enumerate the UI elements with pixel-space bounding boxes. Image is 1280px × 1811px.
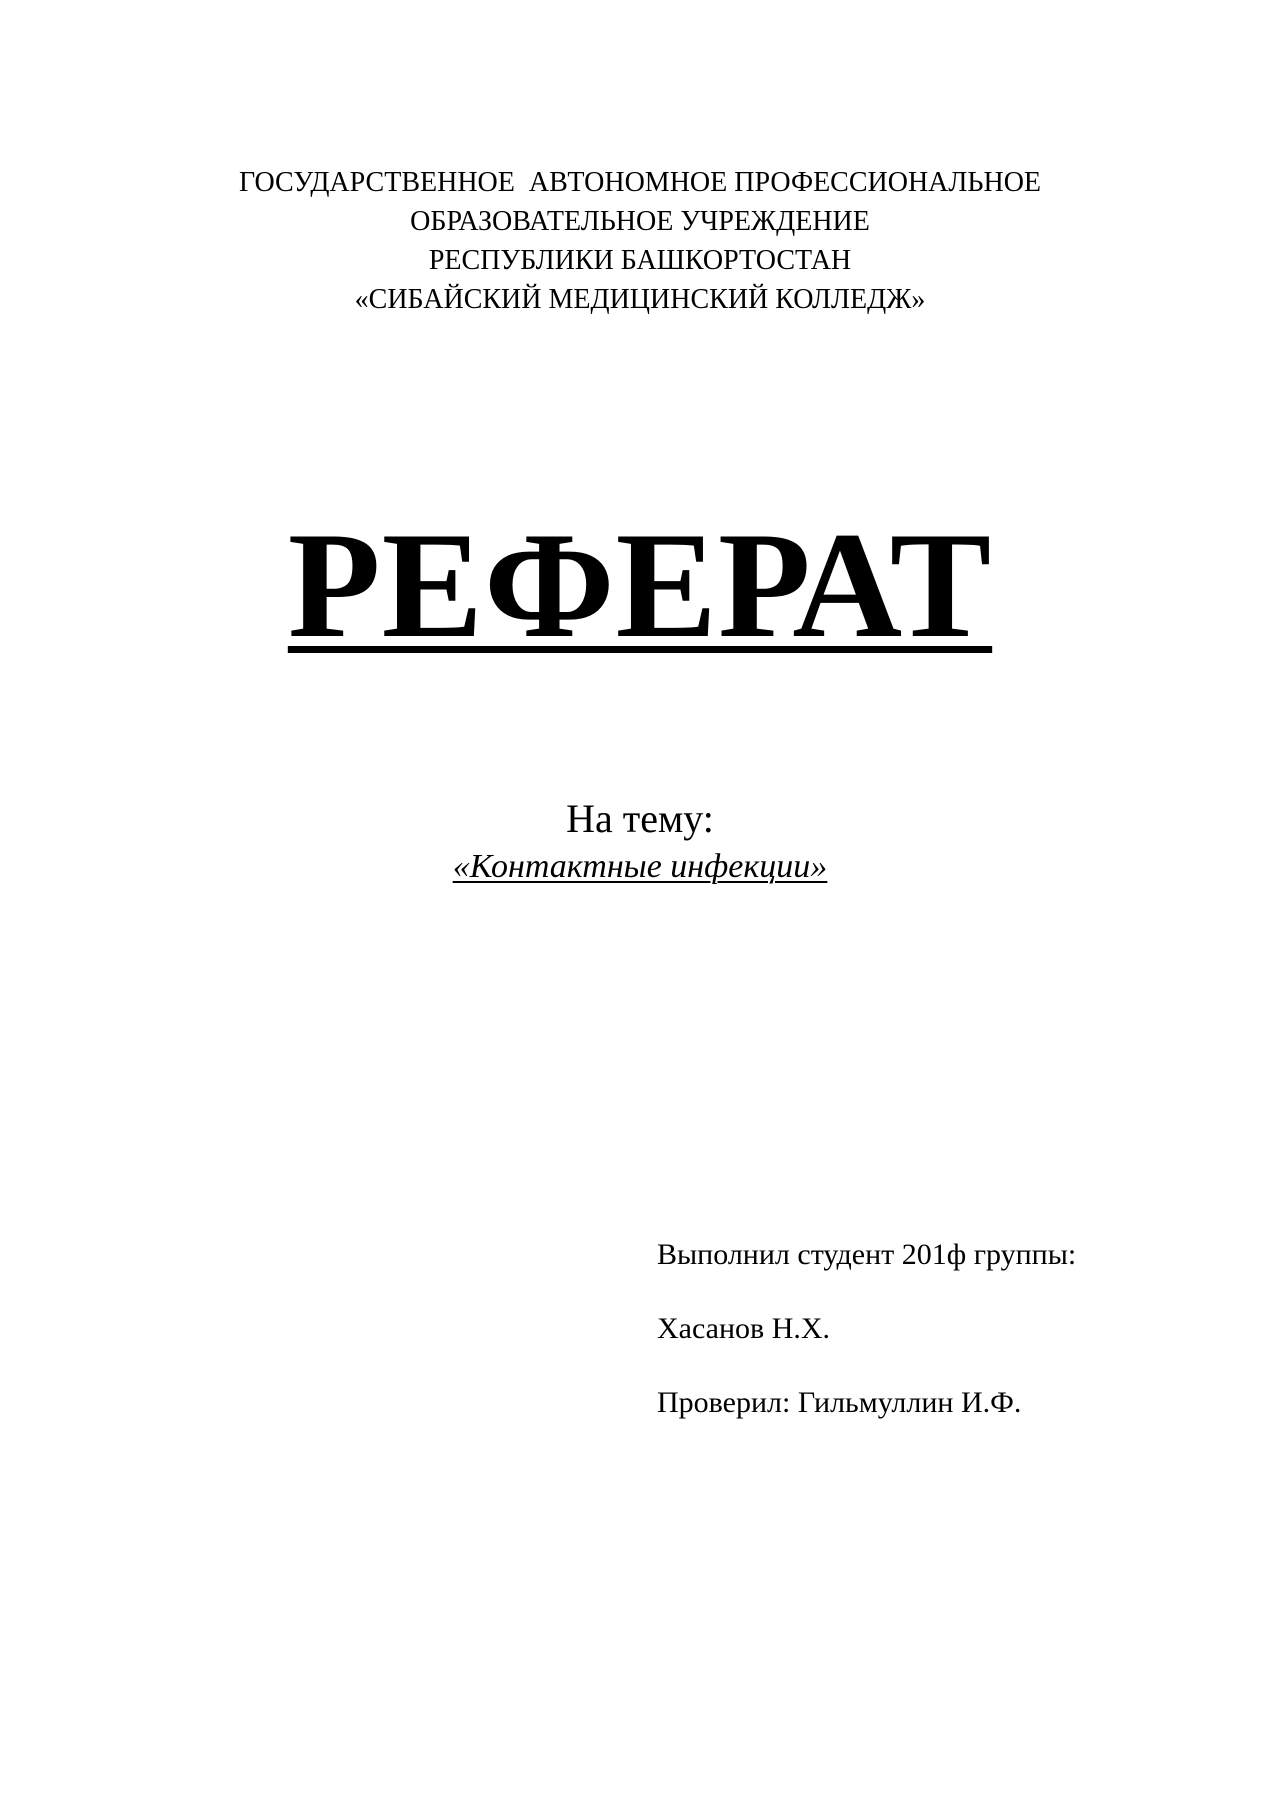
topic-title-text: «Контактные инфекции»	[452, 848, 828, 885]
topic-label: На тему:	[566, 796, 714, 841]
institution-line: РЕСПУБЛИКИ БАШКОРТОСТАН	[428, 245, 852, 276]
author-block	[657, 1235, 1257, 1457]
institution-header	[140, 163, 1140, 319]
topic-title	[140, 845, 1140, 889]
institution-line: ОБРАЗОВАТЕЛЬНОЕ УЧРЕЖДЕНИЕ	[410, 206, 870, 237]
performed-by-line: Выполнил студент 201ф группы:	[657, 1238, 1077, 1271]
institution-line: ГОСУДАРСТВЕННОЕ АВТОНОМНОЕ ПРОФЕССИОНАЛЬНОЕ	[238, 167, 1042, 198]
document-title	[140, 500, 1140, 670]
document-title-text: РЕФЕРАТ	[287, 501, 993, 669]
student-name: Хасанов Н.Х.	[657, 1312, 831, 1345]
checked-by-line: Проверил: Гильмуллин И.Ф.	[657, 1386, 1022, 1419]
institution-line: «СИБАЙСКИЙ МЕДИЦИНСКИЙ КОЛЛЕДЖ»	[354, 284, 926, 315]
